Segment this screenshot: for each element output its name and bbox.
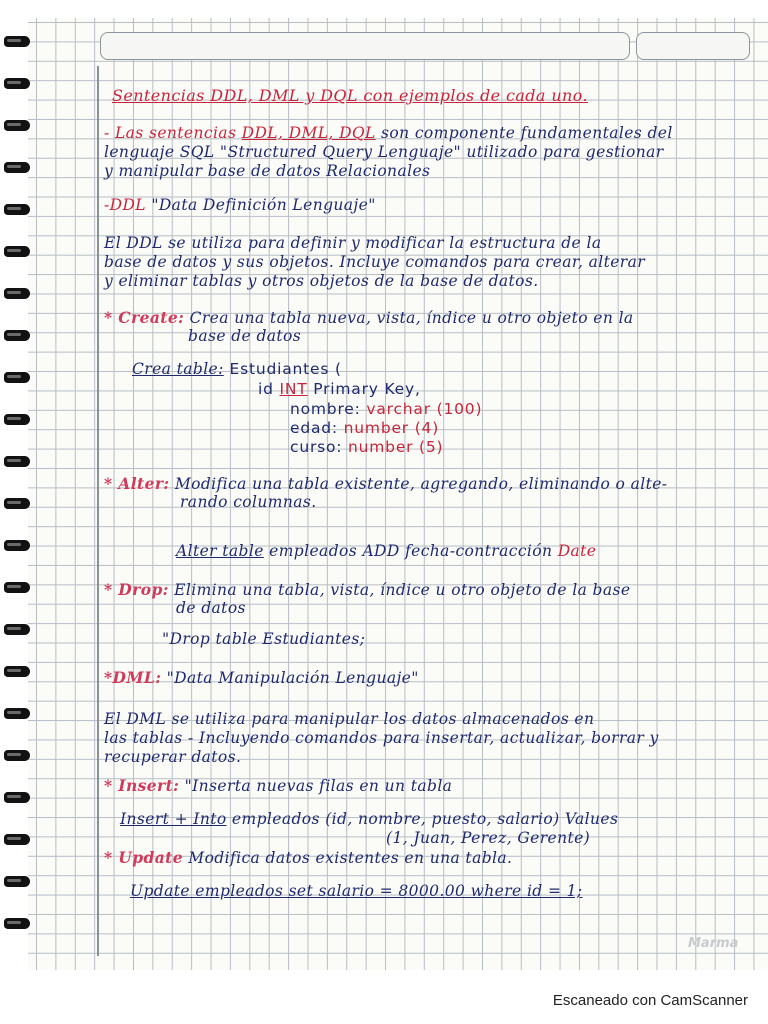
update-example-line xyxy=(130,882,583,900)
update-text: Modifica datos existentes en una tabla. xyxy=(182,849,513,867)
dml-title: "Data Manipulación Lenguaje" xyxy=(161,669,419,687)
alter-cmd: Alter table xyxy=(176,542,264,560)
alter-body: empleados ADD fecha-contracción xyxy=(263,542,558,560)
spiral-ring xyxy=(4,582,30,593)
code-line xyxy=(290,400,482,418)
title-suffix: con ejemplos de cada uno. xyxy=(357,86,588,105)
spiral-ring xyxy=(4,834,30,845)
insert-body: empleados (id, nombre, puesto, salario) Values xyxy=(226,810,619,828)
spiral-ring xyxy=(4,792,30,803)
spiral-ring xyxy=(4,876,30,887)
code-col: edad: xyxy=(290,419,344,437)
text-line xyxy=(104,124,673,142)
text-line: recuperar datos. xyxy=(104,748,242,766)
spiral-ring xyxy=(4,330,30,341)
notebook-brand: Marma xyxy=(688,936,739,951)
text-line: de datos xyxy=(176,599,246,617)
alter-text: Modifica una tabla existente, agregando, eliminando o alte- xyxy=(169,475,668,493)
spiral-ring xyxy=(4,204,30,215)
drop-line xyxy=(104,580,630,599)
create-table-line xyxy=(132,360,342,378)
spiral-ring xyxy=(4,120,30,131)
spiral-ring xyxy=(4,372,30,383)
code-type: INT xyxy=(279,380,308,398)
insert-example-line xyxy=(120,810,618,828)
ddl-title: "Data Definición Lenguaje" xyxy=(146,196,376,214)
title-line xyxy=(112,86,588,105)
header-field xyxy=(100,32,630,60)
spiral-ring xyxy=(4,36,30,47)
spiral-ring xyxy=(4,624,30,635)
code-col: id xyxy=(258,380,280,398)
code-type: number (5) xyxy=(348,438,444,456)
text-line: (1, Juan, Perez, Gerente) xyxy=(386,829,591,847)
drop-text: Elimina una tabla, vista, índice u otro objeto de la base xyxy=(168,581,631,599)
code-line xyxy=(258,380,421,398)
alter-example-line xyxy=(176,542,596,560)
code-rest: Primary Key, xyxy=(307,380,421,398)
code-type: varchar (100) xyxy=(366,400,483,418)
spiral-ring xyxy=(4,456,30,467)
text-line: lenguaje SQL "Structured Query Lenguaje" utilizado para gestionar xyxy=(104,143,664,161)
text-line: y eliminar tablas y otros objetos de la base de datos. xyxy=(104,272,539,290)
margin-line xyxy=(97,66,99,956)
alter-label: * Alter: xyxy=(104,474,170,493)
spiral-ring xyxy=(4,540,30,551)
drop-example-line: "Drop table Estudiantes; xyxy=(162,630,366,648)
text-line: y manipular base de datos Relacionales xyxy=(104,162,431,180)
insert-text: "Inserta nuevas filas en un tabla xyxy=(179,777,453,795)
spiral-ring xyxy=(4,246,30,257)
drop-label: * Drop: xyxy=(104,580,169,599)
dml-label: *DML: xyxy=(104,668,162,687)
create-table-name: Estudiantes ( xyxy=(223,360,342,378)
title-terms: DDL, DML y DQL xyxy=(210,86,358,105)
spiral-ring xyxy=(4,750,30,761)
line-prefix: - Las sentencias xyxy=(104,124,242,142)
insert-line xyxy=(104,776,452,795)
spiral-ring xyxy=(4,414,30,425)
date-field xyxy=(636,32,750,60)
insert-label: * Insert: xyxy=(104,776,180,795)
update-cmd: Update empleados xyxy=(130,882,284,900)
spiral-ring xyxy=(4,162,30,173)
spiral-ring xyxy=(4,78,30,89)
code-line xyxy=(290,438,443,456)
text-line: El DDL se utiliza para definir y modificar la estructura de la xyxy=(104,234,602,252)
title-prefix: Sentencias xyxy=(112,86,211,105)
spiral-ring xyxy=(4,288,30,299)
spiral-ring xyxy=(4,708,30,719)
code-type: number (4) xyxy=(343,419,440,437)
update-body: set salario = 8000.00 where id = 1; xyxy=(283,882,583,900)
text-line: base de datos xyxy=(188,327,302,345)
line-terms: DDL, DML, DQL xyxy=(241,124,376,142)
code-col: curso: xyxy=(290,438,349,456)
create-label: * Create: xyxy=(104,308,185,327)
code-col: nombre: xyxy=(290,400,367,418)
line-suffix: son componente fundamentales del xyxy=(375,124,673,142)
dml-heading-line xyxy=(104,668,419,687)
create-text: Crea una tabla nueva, vista, índice u otro objeto en la xyxy=(184,309,634,327)
spiral-ring xyxy=(4,918,30,929)
spiral-binding xyxy=(0,20,34,950)
update-label: * Update xyxy=(104,848,183,867)
create-table-label: Crea table: xyxy=(132,360,224,378)
text-line: rando columnas. xyxy=(180,493,317,511)
text-line: base de datos y sus objetos. Incluye comandos para crear, alterar xyxy=(104,253,646,271)
text-line: El DML se utiliza para manipular los datos almacenados en xyxy=(104,710,595,728)
section-heading-ddl xyxy=(104,196,376,214)
spiral-ring xyxy=(4,498,30,509)
spiral-ring xyxy=(4,666,30,677)
text-line: las tablas - Incluyendo comandos para insertar, actualizar, borrar y xyxy=(104,729,659,747)
code-line xyxy=(290,419,439,437)
update-line xyxy=(104,848,512,867)
alter-type: Date xyxy=(557,542,597,560)
alter-line xyxy=(104,474,667,493)
insert-cmd: Insert + Into xyxy=(120,810,227,828)
scanner-footer: Escaneado con CamScanner xyxy=(552,992,748,1009)
create-line xyxy=(104,308,634,327)
ddl-label: -DDL xyxy=(104,196,146,214)
